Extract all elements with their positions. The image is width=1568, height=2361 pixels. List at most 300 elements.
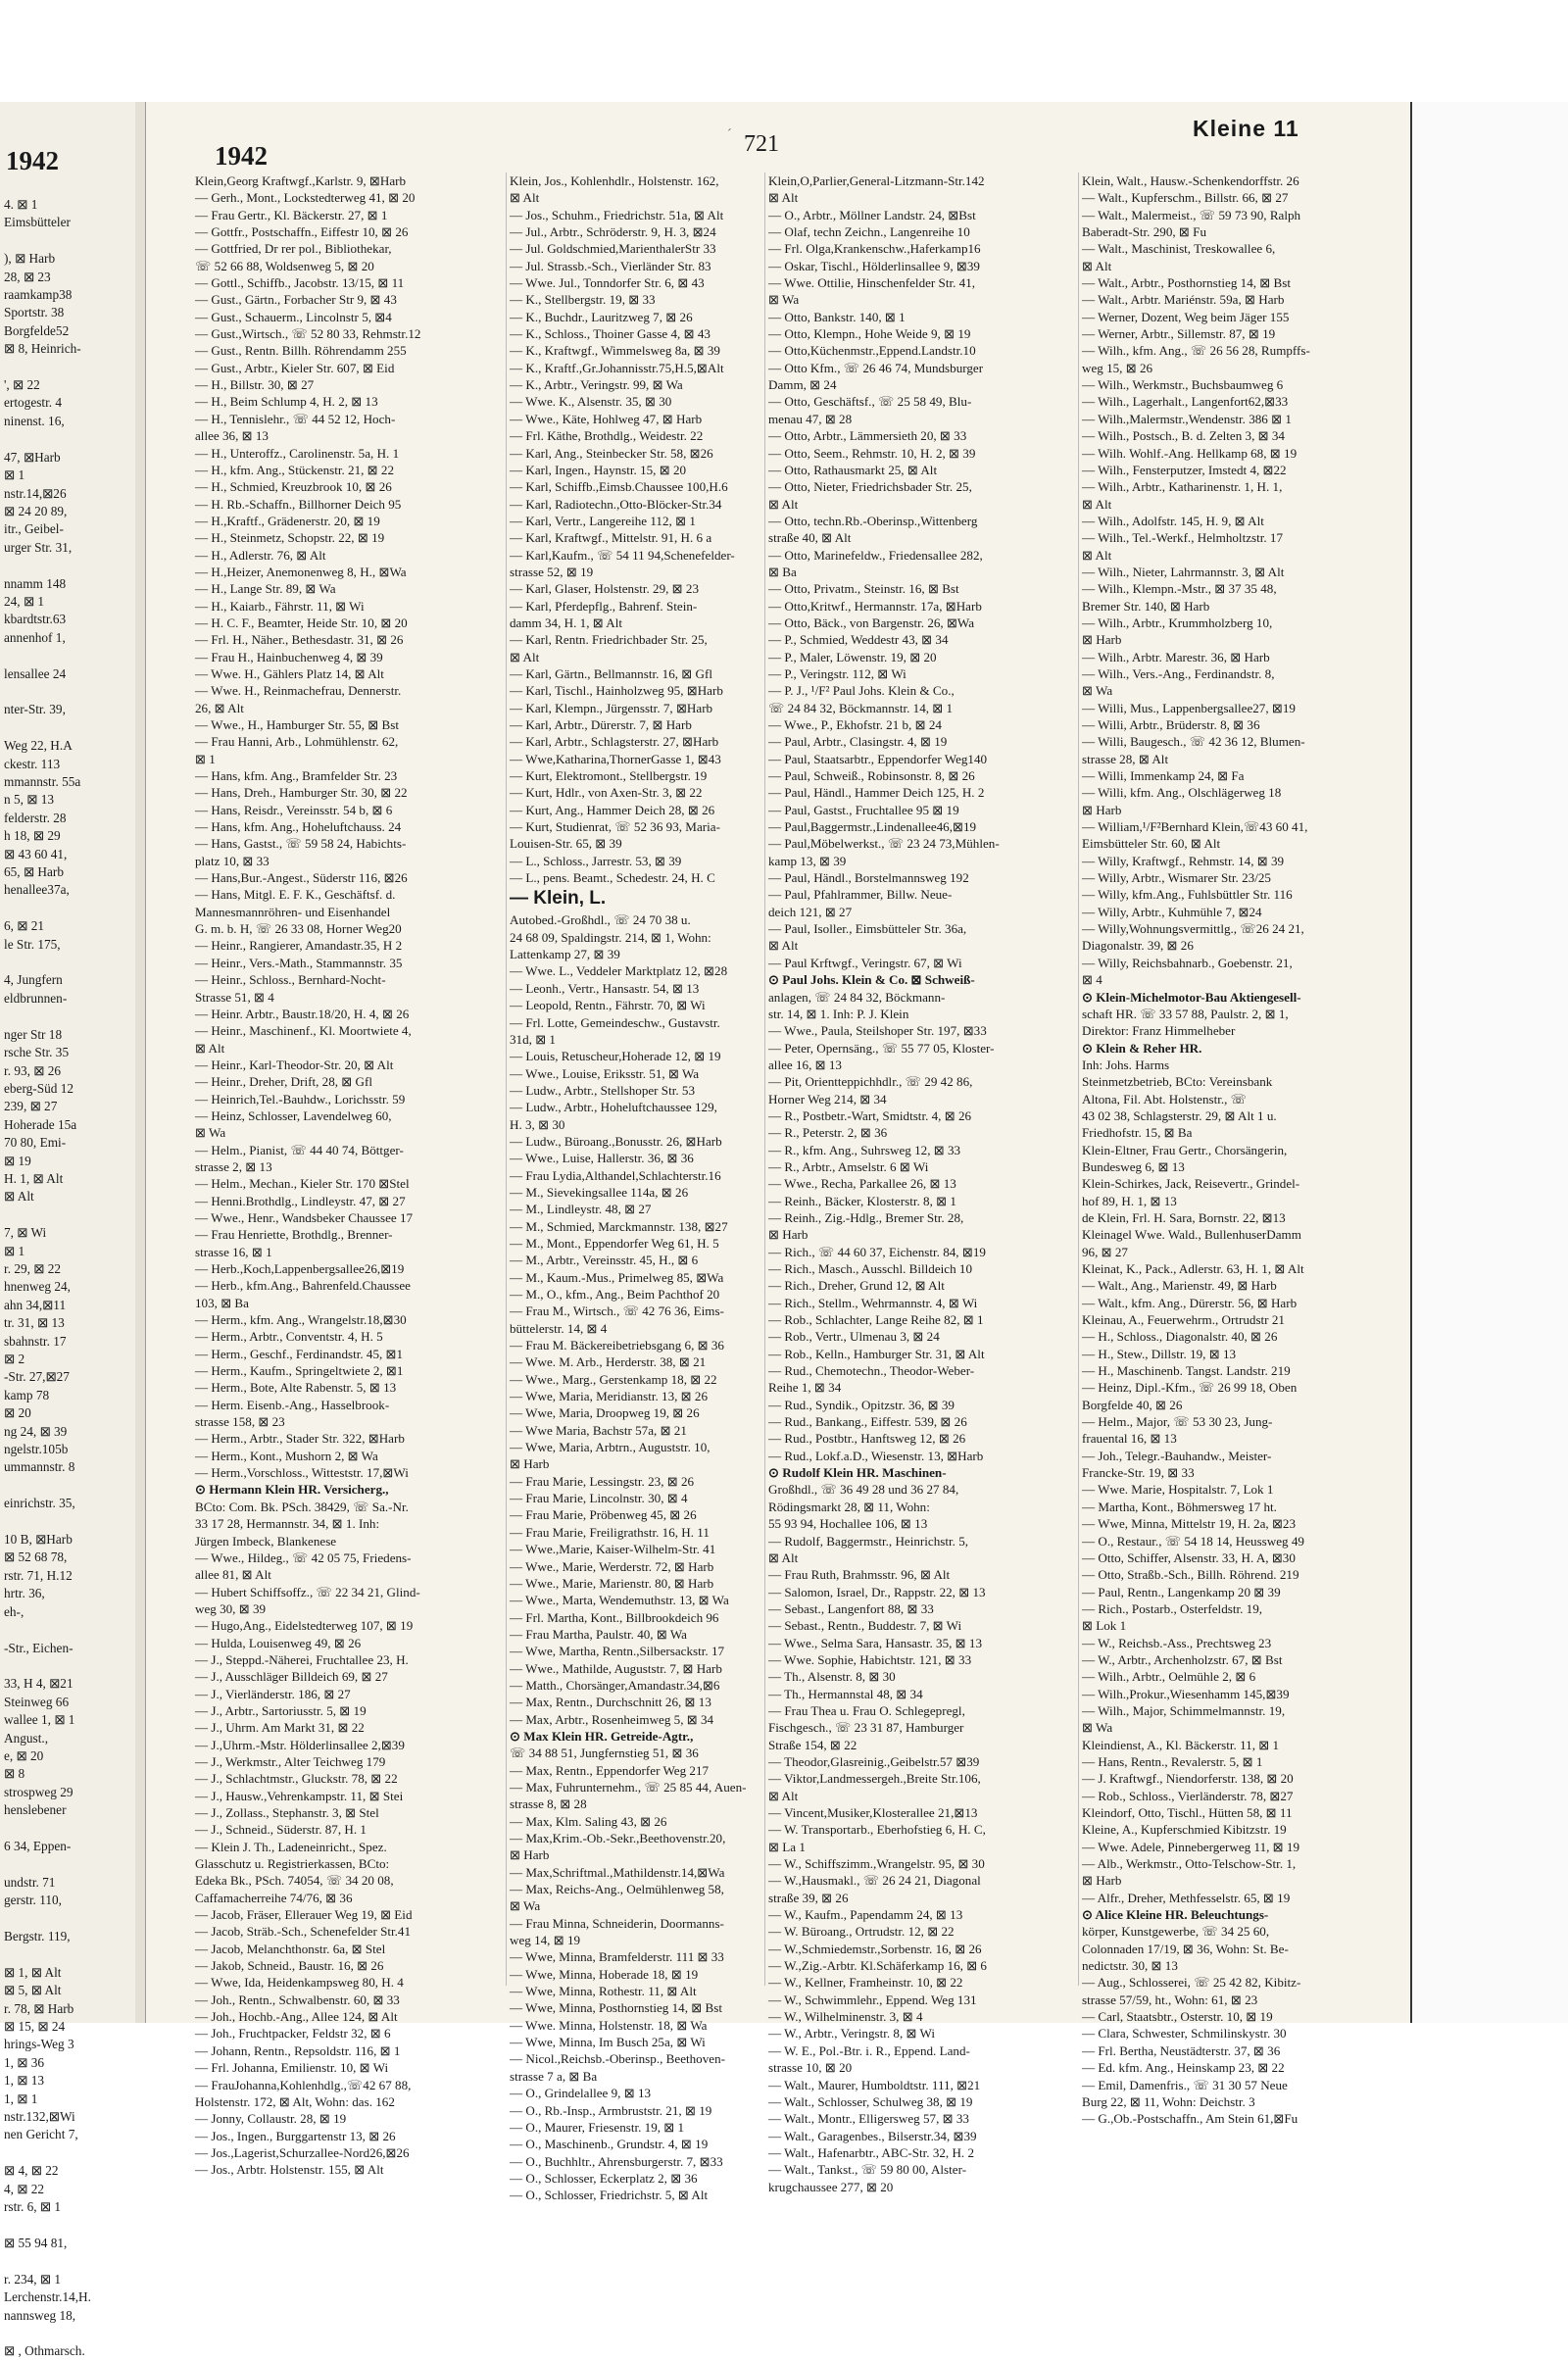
left-page-line: strospweg 29 [4, 1784, 74, 1799]
directory-entry-line: — Paul, Isoller., Eimsbütteler Str. 36a, [768, 921, 967, 937]
directory-entry-line: — Otto, Seem., Rehmstr. 10, H. 2, ⊠ 39 [768, 445, 976, 461]
directory-entry-line: — Wwe., P., Ekhofstr. 21 b, ⊠ 24 [768, 717, 942, 732]
directory-entry-line: — Frau Ruth, Brahmsstr. 96, ⊠ Alt [768, 1567, 951, 1583]
left-page-line: n 5, ⊠ 13 [4, 792, 55, 808]
directory-entry-line: Klein,O,Parlier,General-Litzmann-Str.142 [768, 173, 985, 188]
directory-entry-line: — Otto, Bankstr. 140, ⊠ 1 [768, 309, 906, 324]
directory-entry-line: — Wilh.,Malermstr.,Wendenstr. 386 ⊠ 1 [1082, 411, 1292, 426]
directory-entry-line: — Alb., Werkmstr., Otto-Telschow-Str. 1, [1082, 1856, 1297, 1872]
directory-entry-line: — Wwe, Minna, Hoberade 18, ⊠ 19 [510, 1966, 699, 1982]
directory-entry-line: — Gust., Rentn. Billh. Röhrendamm 255 [195, 343, 407, 359]
directory-entry-line: Kleine, A., Kupferschmied Kibitzstr. 19 [1082, 1822, 1287, 1838]
directory-entry-line: Burg 22, ⊠ 11, Wohn: Deichstr. 3 [1082, 2093, 1255, 2109]
directory-entry-line: ⊠ Wa [768, 292, 800, 308]
directory-entry-line: — Wwe, Minna, Bramfelderstr. 111 ⊠ 33 [510, 1949, 724, 1965]
directory-entry-line: — Willy, Arbtr., Kuhmühle 7, ⊠24 [1082, 904, 1262, 919]
directory-entry-line: — Herm., Kaufm., Springeltwiete 2, ⊠1 [195, 1363, 404, 1379]
directory-entry-line: — H., Lange Str. 89, ⊠ Wa [195, 581, 336, 597]
directory-entry-line: — Wwe, Ida, Heidenkampsweg 80, H. 4 [195, 1975, 404, 1991]
directory-entry-line: — Rich., Dreher, Grund 12, ⊠ Alt [768, 1278, 945, 1294]
directory-entry-line: — H. C. F., Beamter, Heide Str. 10, ⊠ 20 [195, 615, 408, 630]
directory-entry-line: — J., Uhrm. Am Markt 31, ⊠ 22 [195, 1720, 365, 1736]
left-page-line: 10 B, ⊠Harb [4, 1532, 73, 1548]
directory-entry-line: — Frau H., Hainbuchenweg 4, ⊠ 39 [195, 649, 383, 664]
directory-entry-line: — Ludw., Büroang.,Bonusstr. 26, ⊠Harb [510, 1133, 722, 1149]
directory-entry-line: — W., Schwimmlehr., Eppend. Weg 131 [768, 1992, 977, 2007]
directory-entry-line: strasse 2, ⊠ 13 [195, 1158, 272, 1174]
directory-entry-line: — Wwe., Marta, Wendemuthstr. 13, ⊠ Wa [510, 1593, 729, 1608]
directory-entry-line: — W.,Hausmakl., ☏ 26 24 21, Diagonal [768, 1873, 981, 1889]
page-number: 721 [744, 131, 779, 157]
left-page-line: urger Str. 31, [4, 539, 73, 555]
directory-entry-line: — Paul, Pfahlrammer, Billw. Neue- [768, 887, 953, 903]
left-page-line: eh-, [4, 1603, 24, 1619]
directory-entry-line: — M., Sievekingsallee 114a, ⊠ 26 [510, 1184, 689, 1200]
column-2 [506, 172, 762, 2203]
left-page-line: ummannstr. 8 [4, 1459, 75, 1475]
directory-entry-line: — Hulda, Louisenweg 49, ⊠ 26 [195, 1635, 362, 1650]
directory-entry-line: — Wilh., kfm. Ang., ☏ 26 56 28, Rumpffs- [1082, 343, 1310, 359]
directory-entry-line: — Wwe., Henr., Wandsbeker Chaussee 17 [195, 1209, 414, 1225]
left-page-line: Angust., [4, 1730, 49, 1746]
directory-entry-line: — Herm., Arbtr., Stader Str. 322, ⊠Harb [195, 1431, 405, 1447]
directory-entry-line: — H. Rb.-Schaffn., Billhorner Deich 95 [195, 496, 402, 512]
directory-entry-line: — Paul, Schweiß., Robinsonstr. 8, ⊠ 26 [768, 768, 975, 784]
left-page-line: sbahnstr. 17 [4, 1333, 67, 1349]
directory-entry-line: — Rud., Postbtr., Hanftsweg 12, ⊠ 26 [768, 1431, 966, 1447]
left-page-line: ⊠ 4, ⊠ 22 [4, 2163, 59, 2179]
directory-entry-line: — Emil, Damenfris., ☏ 31 30 57 Neue [1082, 2077, 1288, 2092]
directory-entry-line: — Wilh., Klempn.-Mstr., ⊠ 37 35 48, [1082, 581, 1277, 597]
directory-entry-line: — Joh., Telegr.-Bauhandw., Meister- [1082, 1448, 1272, 1463]
directory-entry-line: ⊠ Wa [1082, 1720, 1113, 1736]
directory-entry-line: Fischgesch., ☏ 23 31 87, Hamburger [768, 1720, 964, 1736]
directory-entry-line: — Wwe. Marie, Hospitalstr. 7, Lok 1 [1082, 1482, 1274, 1498]
left-page-line: eldbrunnen- [4, 990, 68, 1006]
directory-entry-line: Steinmetzbetrieb, BCto: Vereinsbank [1082, 1074, 1273, 1090]
directory-entry-line: — Walt., Malermeist., ☏ 59 73 90, Ralph [1082, 207, 1301, 222]
directory-entry-line: — Gust., Gärtn., Forbacher Str 9, ⊠ 43 [195, 292, 397, 308]
directory-entry-line: — Karl, Schiffb.,Eimsb.Chaussee 100,H.6 [510, 479, 728, 495]
directory-entry-line: — Heinr., Karl-Theodor-Str. 20, ⊠ Alt [195, 1057, 394, 1072]
directory-entry-line: — Herb.,Koch,Lappenbergsallee26,⊠19 [195, 1261, 405, 1276]
directory-entry-line: — Gottl., Schiffb., Jacobstr. 13/15, ⊠ 11 [195, 275, 405, 291]
left-page-line [4, 1477, 133, 1495]
left-page-line: ⊠ 19 [4, 1153, 31, 1168]
directory-entry-line: — Walt., Hafenarbtr., ABC-Str. 32, H. 2 [768, 2144, 975, 2160]
directory-entry-line: strasse 8, ⊠ 28 [510, 1796, 587, 1812]
directory-entry-line: — Karl, Arbtr., Schlagsterstr. 27, ⊠Harb [510, 734, 719, 750]
left-page-line [4, 1910, 133, 1928]
directory-entry-line: — K., Kraftwgf., Wimmelsweg 8a, ⊠ 39 [510, 343, 720, 359]
left-page-line: Lerchenstr.14,H. [4, 2289, 91, 2305]
directory-entry-line: — Karl, Ingen., Haynstr. 15, ⊠ 20 [510, 462, 687, 477]
directory-entry-line: Jürgen Imbeck, Blankenese [195, 1533, 337, 1549]
left-page-line [4, 2325, 133, 2342]
left-page-line: Borgfelde52 [4, 322, 70, 338]
directory-entry-line: allee 81, ⊠ Alt [195, 1567, 271, 1583]
directory-entry-line: — Wwe., Luise, Hallerstr. 36, ⊠ 36 [510, 1151, 694, 1166]
directory-entry-line: Horner Weg 214, ⊠ 34 [768, 1091, 887, 1107]
directory-entry-line: — Wwe, Minna, Rothestr. 11, ⊠ Alt [510, 1984, 697, 1999]
directory-entry-line: — Th., Alsenstr. 8, ⊠ 30 [768, 1669, 896, 1685]
directory-entry-line: — H., Kaiarb., Fährstr. 11, ⊠ Wi [195, 598, 365, 614]
left-page-line: ⊠ 2 [4, 1352, 25, 1366]
directory-entry-line: — Frau Marie, Pröbenweg 45, ⊠ 26 [510, 1507, 697, 1523]
directory-entry-line: — Wwe., Marg., Gerstenkamp 18, ⊠ 22 [510, 1371, 717, 1387]
directory-entry-line: — Reinh., Bäcker, Klosterstr. 8, ⊠ 1 [768, 1193, 956, 1208]
directory-entry-line: — Jul. Strassb.-Sch., Vierländer Str. 83 [510, 258, 711, 273]
directory-entry-line: — Otto, Rathausmarkt 25, ⊠ Alt [768, 462, 938, 477]
directory-entry-line: — Frl. Bertha, Neustädterstr. 37, ⊠ 36 [1082, 2042, 1281, 2058]
left-page-line [4, 557, 133, 574]
left-page-line: tr. 31, ⊠ 13 [4, 1315, 65, 1331]
directory-entry-line: strasse 7 a, ⊠ Ba [510, 2068, 598, 2084]
directory-entry-line: — H., Stew., Dillstr. 19, ⊠ 13 [1082, 1346, 1237, 1361]
directory-entry-line: — Wwe., Selma Sara, Hansastr. 35, ⊠ 13 [768, 1635, 983, 1650]
column-4 [1078, 172, 1405, 2127]
directory-entry-line: — Martha, Kont., Böhmersweg 17 ht. [1082, 1499, 1277, 1514]
directory-entry-line: — J., Arbtr., Sartoriusstr. 5, ⊠ 19 [195, 1702, 367, 1718]
directory-entry-line: — Wwe, Minna, Posthornstieg 14, ⊠ Bst [510, 2000, 722, 2016]
left-page-line: e, ⊠ 20 [4, 1747, 44, 1763]
directory-entry-line: ⊙ Paul Johs. Klein & Co. ⊠ Schweiß- [768, 972, 975, 988]
directory-entry-line: — Wilh.,Prokur.,Wiesenhamm 145,⊠39 [1082, 1686, 1290, 1701]
directory-entry-line: — Max, Rentn., Durchschnitt 26, ⊠ 13 [510, 1695, 711, 1710]
directory-entry-line: büttelerstr. 14, ⊠ 4 [510, 1320, 608, 1336]
left-page-line: kamp 78 [4, 1387, 50, 1402]
directory-entry-line: — R., kfm. Ang., Suhrsweg 12, ⊠ 33 [768, 1142, 961, 1157]
directory-entry-line: H. 3, ⊠ 30 [510, 1116, 565, 1132]
directory-entry-line: — Willi, Baugesch., ☏ 42 36 12, Blumen- [1082, 734, 1305, 750]
left-page-line: 28, ⊠ 23 [4, 269, 51, 284]
left-page-line: ng 24, ⊠ 39 [4, 1423, 68, 1439]
left-page-line [4, 2252, 133, 2270]
directory-entry-line: — L., Schloss., Jarrestr. 53, ⊠ 39 [510, 853, 682, 868]
directory-entry-line: krugchaussee 277, ⊠ 20 [768, 2179, 894, 2194]
left-page-line: Steinweg 66 [4, 1694, 70, 1709]
directory-entry-line: — Karl, Tischl., Hainholzweg 95, ⊠Harb [510, 683, 723, 699]
directory-entry-line: — Werner, Dozent, Weg beim Jäger 155 [1082, 309, 1290, 324]
directory-entry-line: — Wilh., Major, Schimmelmannstr. 19, [1082, 1702, 1286, 1718]
left-page-line: hrtr. 36, [4, 1586, 45, 1601]
left-page-line: einrichstr. 35, [4, 1496, 75, 1511]
directory-entry-line: — P., Schmied, Weddestr 43, ⊠ 34 [768, 632, 949, 648]
directory-entry-line: — Jos.,Lagerist,Schurzallee-Nord26,⊠26 [195, 2144, 410, 2160]
left-page-line [4, 1621, 133, 1639]
directory-entry-line: — Heinz, Schlosser, Lavendelweg 60, [195, 1107, 392, 1123]
page-gutter [135, 102, 145, 2023]
directory-entry-line: — Frl. H., Näher., Bethesdastr. 31, ⊠ 26 [195, 632, 404, 648]
directory-entry-line: — Gust.,Wirtsch., ☏ 52 80 33, Rehmstr.12 [195, 326, 421, 342]
directory-entry-line: — Wwe, Maria, Meridianstr. 13, ⊠ 26 [510, 1389, 709, 1404]
directory-entry-line: — Rudolf, Baggermstr., Heinrichstr. 5, [768, 1533, 969, 1549]
directory-entry-line: — O., Restaur., ☏ 54 18 14, Heussweg 49 [1082, 1533, 1304, 1549]
directory-entry-line: — Frau Marie, Lincolnstr. 30, ⊠ 4 [510, 1491, 688, 1506]
directory-entry-line: strasse 57/59, ht., Wohn: 61, ⊠ 23 [1082, 1992, 1258, 2007]
directory-entry-line: ⊠ Wa [195, 1125, 226, 1141]
directory-entry-line: ⊠ Alt [1082, 547, 1112, 563]
directory-entry-line: — Paul, Gastst., Fruchtallee 95 ⊠ 19 [768, 802, 959, 817]
directory-entry-line: — Willi, Arbtr., Brüderstr. 8, ⊠ 36 [1082, 717, 1260, 732]
directory-entry-line: — Ed. kfm. Ang., Heinskamp 23, ⊠ 22 [1082, 2060, 1285, 2076]
directory-entry-line: — W. Büroang., Ortrudstr. 12, ⊠ 22 [768, 1924, 955, 1940]
directory-entry-line: — Otto, Nieter, Friedrichsbader Str. 25, [768, 479, 972, 495]
directory-entry-line: — Wwe. K., Alsenstr. 35, ⊠ 30 [510, 394, 672, 410]
directory-entry-line: Baberadt-Str. 290, ⊠ Fu [1082, 224, 1206, 240]
directory-entry-line: — Max, Reichs-Ang., Oelmühlenweg 58, [510, 1882, 724, 1897]
directory-entry-line: allee 36, ⊠ 13 [195, 428, 269, 444]
directory-entry-line: — Walt., kfm. Ang., Dürerstr. 56, ⊠ Harb [1082, 1295, 1298, 1310]
directory-entry-line: — Rud., Syndik., Opitzstr. 36, ⊠ 39 [768, 1397, 955, 1412]
directory-entry-line: — Viktor,Landmessergeh.,Breite Str.106, [768, 1771, 981, 1787]
directory-entry-line: — Paul, Staatsarbtr., Eppendorfer Weg140 [768, 751, 988, 766]
left-page-line: lensallee 24 [4, 665, 67, 681]
directory-entry-line: ⊠ 4 [1082, 972, 1102, 988]
directory-entry-line: — W.,Zig.-Arbtr. Kl.Schäferkamp 16, ⊠ 6 [768, 1958, 987, 1974]
directory-entry-line: — Wwe. Sophie, Habichtstr. 121, ⊠ 33 [768, 1651, 972, 1667]
directory-entry-line: — J., Schneid., Süderstr. 87, H. 1 [195, 1822, 367, 1838]
directory-entry-line: ⊠ Harb [1082, 1873, 1122, 1889]
left-page-line: wallee 1, ⊠ 1 [4, 1712, 75, 1728]
left-page-line: -Str. 27,⊠27 [4, 1369, 70, 1385]
directory-entry-line: — Heinz, Dipl.-Kfm., ☏ 26 99 18, Oben [1082, 1380, 1298, 1396]
directory-entry-line: — Wwe., Käte, Hohlweg 47, ⊠ Harb [510, 411, 703, 426]
left-page-line: r. 234, ⊠ 1 [4, 2271, 62, 2287]
directory-entry-line: — W., Wilhelminenstr. 3, ⊠ 4 [768, 2009, 923, 2025]
right-margin [1412, 102, 1568, 2023]
directory-entry-line: — Henni.Brothdlg., Lindleystr. 47, ⊠ 27 [195, 1193, 406, 1208]
left-page-line: gerstr. 110, [4, 1893, 62, 1908]
directory-entry-line: — Rich., Stellm., Wehrmannstr. 4, ⊠ Wi [768, 1295, 978, 1310]
directory-entry-line: — Herm. Eisenb.-Ang., Hasselbrook- [195, 1397, 390, 1412]
directory-entry-line: — M., Schmied, Marckmannstr. 138, ⊠27 [510, 1218, 728, 1234]
left-page-line: 24, ⊠ 1 [4, 593, 45, 609]
directory-entry-line: — Wwe., Hildeg., ☏ 42 05 75, Friedens- [195, 1549, 412, 1565]
left-page-line: hrings-Weg 3 [4, 2037, 74, 2052]
directory-entry-line: — Frau Marie, Freiligrathstr. 16, H. 11 [510, 1524, 710, 1540]
directory-entry-line: — Wwe. Ottilie, Hinschenfelder Str. 41, [768, 275, 976, 291]
left-page-line [4, 2217, 133, 2235]
directory-entry-line: — K., Buchdr., Lauritzweg 7, ⊠ 26 [510, 309, 693, 324]
directory-entry-line: — Paul, Arbtr., Clasingstr. 4, ⊠ 19 [768, 734, 948, 750]
directory-entry-line: — Jakob, Schneid., Baustr. 16, ⊠ 26 [195, 1958, 384, 1974]
directory-entry-line: Direktor: Franz Himmelheber [1082, 1023, 1236, 1039]
directory-entry-line: — Gust., Arbtr., Kieler Str. 607, ⊠ Eid [195, 360, 395, 375]
directory-entry-line: — Frau M., Wirtsch., ☏ 42 76 36, Eims- [510, 1303, 724, 1319]
directory-entry-line: — Wilh., Nieter, Lahrmannstr. 3, ⊠ Alt [1082, 564, 1285, 579]
directory-entry-line: — Hans, Rentn., Revalerstr. 5, ⊠ 1 [1082, 1753, 1263, 1769]
directory-entry-line: ⊠ Alt [1082, 496, 1112, 512]
directory-entry-line: — O., Arbtr., Möllner Landstr. 24, ⊠Bst [768, 207, 976, 222]
directory-entry-line: — Helm., Pianist, ☏ 44 40 74, Böttger- [195, 1142, 404, 1157]
left-page-line: 4, ⊠ 22 [4, 2181, 45, 2196]
directory-entry-line: — Heinr., Schloss., Bernhard-Nocht- [195, 972, 386, 988]
directory-entry-line: — Wwe, Minna, Mittelstr 19, H. 2a, ⊠23 [1082, 1516, 1297, 1532]
directory-entry-line: — Wwe. M. Arb., Herderstr. 38, ⊠ 21 [510, 1354, 707, 1370]
directory-entry-line: — Willy, Reichsbahnarb., Goebenstr. 21, [1082, 955, 1293, 970]
directory-entry-line: ⊠ Alt [768, 190, 799, 206]
directory-entry-line: — Karl, Ang., Steinbecker Str. 58, ⊠26 [510, 445, 713, 461]
directory-entry-line: — Karl, Arbtr., Dürerstr. 7, ⊠ Harb [510, 717, 692, 732]
directory-entry-line: ☏ 24 84 32, Böckmannstr. 14, ⊠ 1 [768, 700, 954, 715]
directory-entry-line: Louisen-Str. 65, ⊠ 39 [510, 836, 622, 852]
directory-entry-line: ⊠ Alt [510, 649, 540, 664]
left-page-line: ⊠ 20 [4, 1405, 31, 1421]
directory-entry-line: — J., Werkmstr., Alter Teichweg 179 [195, 1753, 386, 1769]
directory-entry-line: hof 89, H. 1, ⊠ 13 [1082, 1193, 1177, 1208]
directory-entry-line: 24 68 09, Spaldingstr. 214, ⊠ 1, Wohn: [510, 929, 711, 945]
directory-entry-line: — O., Maurer, Friesenstr. 19, ⊠ 1 [510, 2119, 685, 2135]
directory-entry-line: — Herm., Arbtr., Conventstr. 4, H. 5 [195, 1329, 383, 1345]
directory-entry-line: — Klein J. Th., Ladeneinricht., Spez. [195, 1839, 387, 1854]
directory-entry-line: Damm, ⊠ 24 [768, 377, 837, 393]
directory-entry-line: str. 14, ⊠ 1. Inh: P. J. Klein [768, 1006, 909, 1021]
left-page-line: undstr. 71 [4, 1874, 56, 1890]
directory-entry-line: — Frau Hanni, Arb., Lohmühlenstr. 62, [195, 734, 399, 750]
directory-entry-line: — P., Veringstr. 112, ⊠ Wi [768, 665, 906, 681]
directory-entry-line: ⊠ Lok 1 [1082, 1618, 1127, 1634]
left-page-line [4, 719, 133, 737]
directory-entry-line: Inh: Johs. Harms [1082, 1057, 1170, 1072]
directory-entry-line: anlagen, ☏ 24 84 32, Böckmann- [768, 989, 946, 1005]
left-page-line: felderstr. 28 [4, 810, 67, 825]
directory-entry-line: — Max, Fuhrunternehm., ☏ 25 85 44, Auen- [510, 1779, 747, 1795]
directory-entry-line: ⊠ Alt [768, 1549, 799, 1565]
left-page-line: nannsweg 18, [4, 2307, 76, 2323]
left-page-line: ertogestr. 4 [4, 395, 63, 411]
directory-entry-line: — W., Arbtr., Veringstr. 8, ⊠ Wi [768, 2026, 936, 2041]
directory-entry-line: — Walt., Schlosser, Schulweg 38, ⊠ 19 [768, 2093, 973, 2109]
directory-entry-line: — Rud., Chemotechn., Theodor-Weber- [768, 1363, 975, 1379]
directory-entry-line: — Wilh., Postsch., B. d. Zelten 3, ⊠ 34 [1082, 428, 1285, 444]
directory-entry-line: — Otto, Marinefeldw., Friedensallee 282, [768, 547, 983, 563]
directory-entry-line: — O., Buchhltr., Ahrensburgerstr. 7, ⊠33 [510, 2153, 723, 2169]
left-page-line: kbardtstr.63 [4, 612, 67, 627]
left-page-line: 1, ⊠ 13 [4, 2073, 45, 2089]
left-page-line: nter-Str. 39, [4, 702, 66, 717]
directory-entry-line: — Heinr., Vers.-Math., Stammannstr. 35 [195, 955, 403, 970]
directory-entry-line: — Helm., Major, ☏ 53 30 23, Jung- [1082, 1414, 1273, 1430]
left-page-line [4, 359, 133, 376]
directory-entry-line: — Max, Arbtr., Rosenheimweg 5, ⊠ 34 [510, 1711, 714, 1727]
directory-entry-line: — Otto, Privatm., Steinstr. 16, ⊠ Bst [768, 581, 959, 597]
directory-entry-line: — Karl, Vertr., Langereihe 112, ⊠ 1 [510, 513, 696, 528]
directory-entry-line: ⊙ Klein-Michelmotor-Bau Aktiengesell- [1082, 989, 1301, 1005]
directory-entry-line: — Karl, Pferdepflg., Bahrenf. Stein- [510, 598, 698, 614]
directory-entry-line: — O., Rb.-Insp., Armbruststr. 21, ⊠ 19 [510, 2102, 712, 2118]
directory-entry-line: — Hubert Schiffsoffz., ☏ 22 34 21, Glind- [195, 1584, 420, 1599]
directory-entry-line: — Reinh., Zig.-Hdlg., Bremer Str. 28, [768, 1209, 964, 1225]
directory-entry-line: — Ludw., Arbtr., Stellshoper Str. 53 [510, 1082, 696, 1098]
directory-entry-line: — K., Kraftf.,Gr.Johannisstr.75,H.5,⊠Alt [510, 360, 724, 375]
directory-entry-line: — Hans, kfm. Ang., Hoheluftchauss. 24 [195, 819, 402, 835]
directory-entry-line: — Theodor,Glasreinig.,Geibelstr.57 ⊠39 [768, 1753, 980, 1769]
directory-entry-line: — Th., Hermannstal 48, ⊠ 34 [768, 1686, 923, 1701]
directory-entry-line: — Paul, Rentn., Langenkamp 20 ⊠ 39 [1082, 1584, 1281, 1599]
running-head: Kleine 11 [1193, 116, 1299, 141]
directory-entry-line: schaft HR. ☏ 33 57 88, Paulstr. 2, ⊠ 1, [1082, 1006, 1289, 1021]
left-page-line [4, 900, 133, 917]
directory-entry-line: — Paul, Händl., Hammer Deich 125, H. 2 [768, 785, 985, 801]
left-page-line [4, 1945, 133, 1963]
directory-entry-line: — Wwe. Minna, Holstenstr. 18, ⊠ Wa [510, 2017, 708, 2033]
directory-entry-line: ⊠ Harb [510, 1847, 550, 1863]
directory-entry-line: — Otto, Bäck., von Bargenstr. 26, ⊠Wa [768, 615, 975, 630]
directory-entry-line: — Wwe, Maria, Arbtrn., Auguststr. 10, [510, 1440, 710, 1455]
directory-entry-line: — J., Ausschläger Billdeich 69, ⊠ 27 [195, 1669, 388, 1685]
directory-entry-line: — Wilh., Adolfstr. 145, H. 9, ⊠ Alt [1082, 513, 1264, 528]
directory-entry-line: Klein-Eltner, Frau Gertr., Chorsängerin, [1082, 1142, 1288, 1157]
directory-entry-line: Kleinagel Wwe. Wald., BullenhuserDamm [1082, 1227, 1301, 1243]
directory-entry-line: Bundesweg 6, ⊠ 13 [1082, 1158, 1185, 1174]
directory-entry-line: — Matth., Chorsänger,Amandastr.34,⊠6 [510, 1677, 720, 1693]
directory-entry-line: — Wwe. Jul., Tonndorfer Str. 6, ⊠ 43 [510, 275, 705, 291]
directory-entry-line: ⊠ Harb [768, 1227, 808, 1243]
directory-entry-line: — Otto, Geschäftsf., ☏ 25 58 49, Blu- [768, 394, 972, 410]
directory-entry-line: — Walt., Montr., Elligersweg 57, ⊠ 33 [768, 2111, 969, 2127]
directory-entry-line: — Karl, Gärtn., Bellmannstr. 16, ⊠ Gfl [510, 665, 712, 681]
directory-entry-line: — Joh., Hochb.-Ang., Allee 124, ⊠ Alt [195, 2009, 398, 2025]
left-page-line: ⊠ 8, Heinrich- [4, 341, 81, 357]
directory-entry-line: — Otto, Straßb.-Sch., Billh. Röhrend. 219 [1082, 1567, 1299, 1583]
directory-entry-line: Lattenkamp 27, ⊠ 39 [510, 947, 620, 962]
directory-entry-line: — L., pens. Beamt., Schedestr. 24, H. C [510, 870, 715, 886]
directory-entry-line: — Klein, L. [510, 888, 607, 910]
directory-entry-line: ☏ 34 88 51, Jungfernstieg 51, ⊠ 36 [510, 1746, 699, 1761]
directory-entry-line: ⊙ Klein & Reher HR. [1082, 1040, 1202, 1056]
directory-entry-line: — Frau Minna, Schneiderin, Doormanns- [510, 1915, 724, 1931]
left-page-line: 65, ⊠ Harb [4, 864, 64, 880]
directory-entry-line: — Wwe., Paula, Steilshoper Str. 197, ⊠33 [768, 1023, 987, 1039]
page-year: 1942 [215, 141, 268, 171]
directory-entry-line: — Gottfr., Postschaffn., Eiffestr 10, ⊠ 26 [195, 224, 409, 240]
directory-entry-line: — Wilh. Wohlf.-Ang. Hellkamp 68, ⊠ 19 [1082, 445, 1298, 461]
directory-entry-line: — Paul Krftwgf., Veringstr. 67, ⊠ Wi [768, 955, 962, 970]
directory-entry-line: — Wwe., H., Hamburger Str. 55, ⊠ Bst [195, 717, 399, 732]
left-page-line: rsche Str. 35 [4, 1045, 70, 1060]
directory-entry-line: — Carl, Staatsbtr., Osterstr. 10, ⊠ 19 [1082, 2009, 1273, 2025]
left-page-line: 6, ⊠ 21 [4, 918, 45, 934]
directory-entry-line: — Joh., Fruchtpacker, Feldstr 32, ⊠ 6 [195, 2026, 391, 2041]
directory-entry-line: — H., kfm. Ang., Stückenstr. 21, ⊠ 22 [195, 462, 395, 477]
directory-entry-line: — Otto, Klempn., Hohe Weide 9, ⊠ 19 [768, 326, 971, 342]
directory-entry-line: weg 30, ⊠ 39 [195, 1600, 267, 1616]
left-page-line [4, 232, 133, 250]
directory-entry-line: Autobed.-Großhdl., ☏ 24 70 38 u. [510, 912, 691, 928]
directory-entry-line: — Karl,Kaufm., ☏ 54 11 94,Schenefelder- [510, 547, 735, 563]
directory-entry-line: — K., Schloss., Thoiner Gasse 4, ⊠ 43 [510, 326, 710, 342]
left-page-line [4, 1657, 133, 1675]
left-page-line: ⊠ 43 60 41, [4, 846, 68, 861]
directory-entry-line: Caffamacherreihe 74/76, ⊠ 36 [195, 1890, 353, 1905]
directory-entry-line: — Wwe. L., Veddeler Marktplatz 12, ⊠28 [510, 963, 728, 979]
directory-entry-line: — Wilh., Arbtr., Oelmühle 2, ⊠ 6 [1082, 1669, 1256, 1685]
directory-entry-line: — Jul. Goldschmied,MarienthalerStr 33 [510, 241, 716, 257]
directory-entry-line: Mannesmannröhren- und Eisenhandel [195, 904, 391, 919]
directory-entry-line: — Heinrich,Tel.-Bauhdw., Lorichsstr. 59 [195, 1091, 406, 1107]
directory-entry-line: 33 17 28, Hermannstr. 34, ⊠ 1. Inh: [195, 1516, 380, 1532]
directory-entry-line: — Walt., Kupferschm., Billstr. 66, ⊠ 27 [1082, 190, 1289, 206]
directory-entry-line: — Max,Krim.-Ob.-Sekr.,Beethovenstr.20, [510, 1831, 726, 1845]
directory-entry-line: — Frau Gertr., Kl. Bäckerstr. 27, ⊠ 1 [195, 207, 388, 222]
directory-entry-line: — Walt., Ang., Marienstr. 49, ⊠ Harb [1082, 1278, 1277, 1294]
directory-entry-line: Rödingsmarkt 28, ⊠ 11, Wohn: [768, 1499, 930, 1514]
left-page-line: 6 34, Eppen- [4, 1838, 72, 1853]
directory-entry-line: — Jos., Schuhm., Friedrichstr. 51a, ⊠ Alt [510, 207, 724, 222]
left-page-year: 1942 [6, 146, 59, 175]
left-page-line: le Str. 175, [4, 936, 61, 952]
